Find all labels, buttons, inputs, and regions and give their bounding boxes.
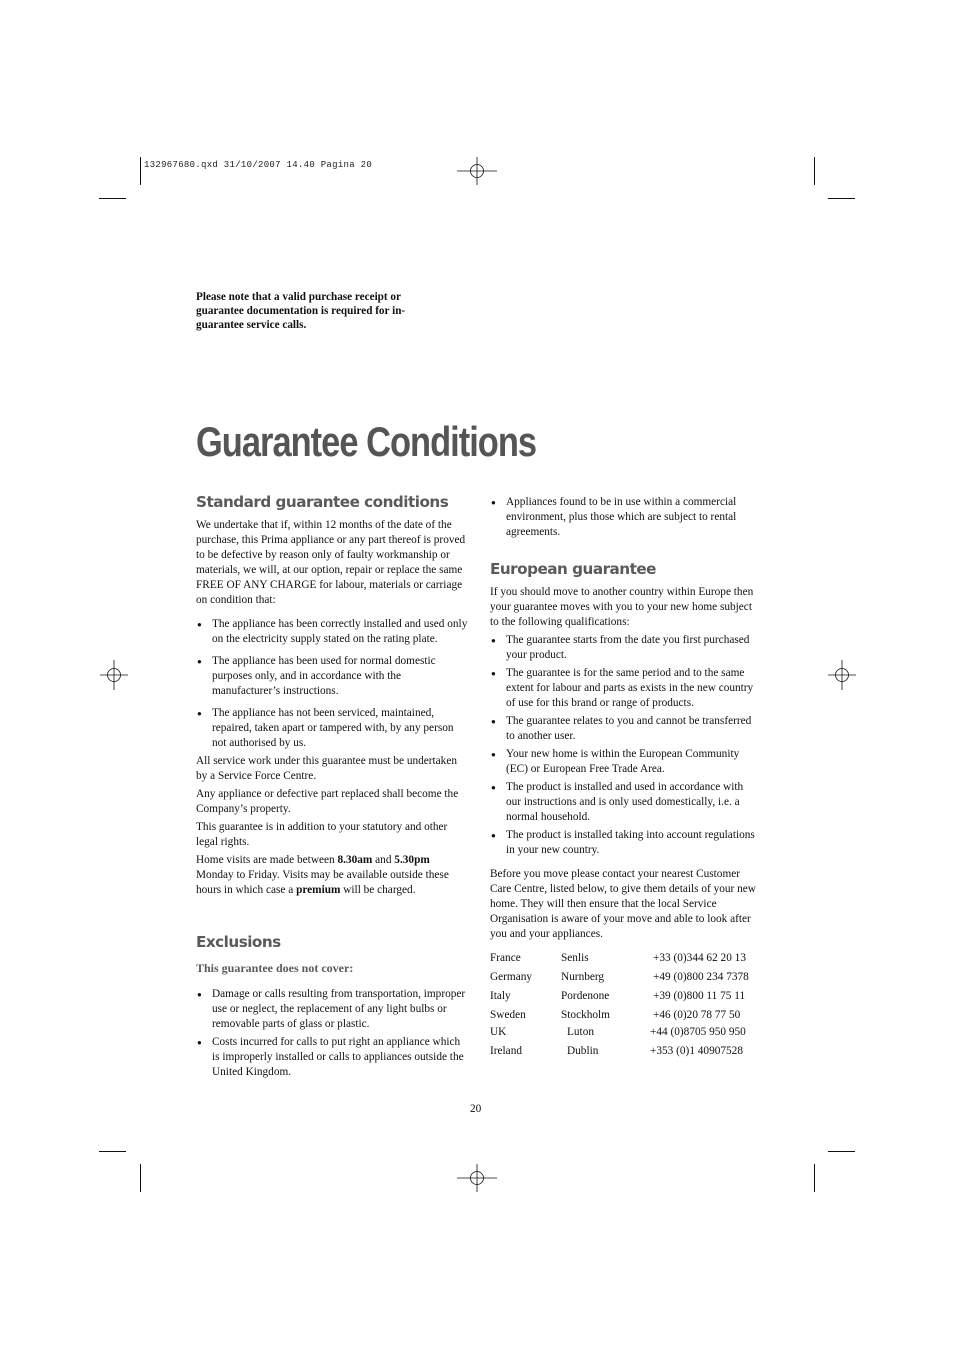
premium-label: premium <box>296 884 341 896</box>
contact-row <box>490 951 760 970</box>
visit-start-time: 8.30am <box>337 854 373 866</box>
print-slug: 132967680.qxd 31/10/2007 14.40 Pagina 20 <box>144 160 373 170</box>
registration-mark-icon <box>100 660 128 690</box>
contact-country: Ireland <box>490 1045 522 1057</box>
exclusions-list-continued <box>490 495 760 540</box>
list-item: ● The guarantee relates to you and cannot be transferred to another user. <box>490 714 760 744</box>
receipt-note: Please note that a valid purchase receipt or guarantee documentation is required for in-guarantee service calls. <box>196 291 406 331</box>
page-title: Guarantee Conditions <box>196 418 537 465</box>
service-work-paragraph: All service work under this guarantee must be undertaken by a Service Force Centre. <box>196 755 457 782</box>
contact-country: UK <box>490 1026 507 1038</box>
contact-country: Italy <box>490 990 511 1002</box>
contact-city: Nurnberg <box>561 971 605 983</box>
contact-country: France <box>490 952 521 964</box>
list-item: ● The product is installed and used in accordance with our instructions and is only used domestically, i.e. a normal household. <box>490 780 760 825</box>
list-item: ● Your new home is within the European Community (EC) or European Free Trade Area. <box>490 747 760 777</box>
exclusions-list <box>196 987 468 1080</box>
contact-country: Germany <box>490 971 533 983</box>
replaced-part-paragraph: Any appliance or defective part replaced shall become the Company’s property. <box>196 788 459 815</box>
list-item: ● Costs incurred for calls to put right an appliance which is improperly installed or calls to appliances outside the United Kingdom. <box>196 1035 468 1080</box>
home-visits-paragraph: Home visits are made between 8.30am and 5.30pm Monday to Friday. Visits may be available outside these hours in which case a premium will be charged. <box>196 854 449 896</box>
list-item: ● The product is installed taking into account regulations in your new country. <box>490 828 760 858</box>
contact-city: Dublin <box>567 1045 599 1057</box>
contact-phone: +49 (0)800 234 7378 <box>653 971 749 983</box>
european-section <box>490 585 760 1063</box>
european-heading: European guarantee <box>490 560 656 578</box>
exclusions-subheading: This guarantee does not cover: <box>196 961 354 975</box>
list-item: ● The appliance has been used for normal domestic purposes only, and in accordance with the manufacturer’s instructions. <box>196 654 468 699</box>
contact-row <box>490 970 760 989</box>
list-item: ● The guarantee is for the same period and to the same extent for labour and parts as exists in the new country of use for this brand or range of products. <box>490 666 760 711</box>
contact-row <box>490 1025 760 1044</box>
contact-city: Luton <box>567 1026 594 1038</box>
contact-phone: +39 (0)800 11 75 11 <box>653 990 746 1002</box>
list-item: ● The guarantee starts from the date you first purchased your product. <box>490 633 760 663</box>
registration-mark-icon <box>828 660 856 690</box>
registration-mark-icon <box>457 157 497 185</box>
contact-city: Stockholm <box>561 1009 610 1021</box>
contact-city: Pordenone <box>561 990 610 1002</box>
customer-care-contacts <box>490 951 760 1063</box>
contact-row <box>490 1008 760 1025</box>
contact-phone: +33 (0)344 62 20 13 <box>653 952 746 964</box>
standard-conditions-list <box>196 617 468 751</box>
statutory-rights-paragraph: This guarantee is in addition to your statutory and other legal rights. <box>196 821 448 848</box>
exclusions-continued <box>490 495 760 540</box>
contact-phone: +353 (0)1 40907528 <box>650 1045 743 1057</box>
exclusions-section <box>196 987 468 1080</box>
registration-mark-icon <box>457 1164 497 1192</box>
standard-heading: Standard guarantee conditions <box>196 493 449 511</box>
european-intro: If you should move to another country within Europe then your guarantee moves with you to your new home subject to the following qualifications: <box>490 586 754 628</box>
page-number: 20 <box>470 1103 482 1115</box>
list-item: ● The appliance has been correctly installed and used only on the electricity supply stated on the rating plate. <box>196 617 468 647</box>
exclusions-heading: Exclusions <box>196 933 281 951</box>
contact-row <box>490 1044 760 1063</box>
list-item: ● The appliance has not been serviced, maintained, repaired, taken apart or tampered with, by any person not authorised by us. <box>196 706 468 751</box>
visit-end-time: 5.30pm <box>394 854 430 866</box>
before-move-paragraph: Before you move please contact your nearest Customer Care Centre, listed below, to give them details of your new home. They will then ensure that the local Service Organisation is aware of your move and able to look after you and your appliances. <box>490 868 756 940</box>
list-item: ● Appliances found to be in use within a commercial environment, plus those which are subject to rental agreements. <box>490 495 760 540</box>
contact-phone: +46 (0)20 78 77 50 <box>653 1009 741 1021</box>
standard-section <box>196 518 468 898</box>
contact-city: Senlis <box>561 952 589 964</box>
european-qualifications-list <box>490 633 760 858</box>
standard-intro: We undertake that if, within 12 months of the date of the purchase, this Prima appliance or any part thereof is proved to be defective by reason only of faulty workmanship or materials, we will, at our option, repair or replace the same FREE OF ANY CHARGE for labour, materials or carriage on condition that: <box>196 519 466 606</box>
list-item: ● Damage or calls resulting from transportation, improper use or neglect, the replacement of any light bulbs or removable parts of glass or plastic. <box>196 987 468 1032</box>
contact-country: Sweden <box>490 1009 526 1021</box>
contact-phone: +44 (0)8705 950 950 <box>650 1026 746 1038</box>
contact-row <box>490 989 760 1008</box>
